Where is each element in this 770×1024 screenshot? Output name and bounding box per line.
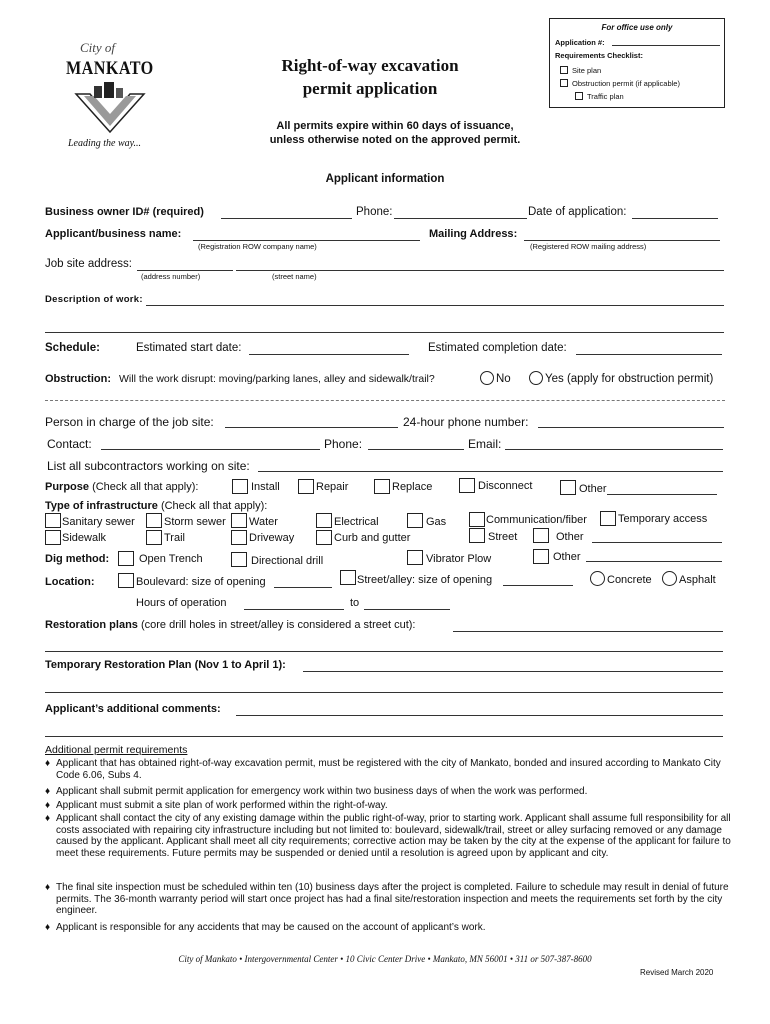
obstruction-label: Obstruction: — [45, 373, 111, 385]
section-title: Applicant information — [325, 173, 445, 185]
dig-other-checkbox[interactable] — [533, 549, 549, 564]
infra-sidewalk-checkbox[interactable] — [45, 530, 61, 545]
purpose-replace-label: Replace — [392, 481, 433, 493]
footer-address: City of Mankato • Intergovernmental Center • 10 Civic Center Drive • Mankato, MN 56001 • 311 or 507-387-8600 — [178, 954, 592, 964]
dig-vibrator-plow-checkbox[interactable] — [407, 550, 423, 565]
mailing-note: (Registered ROW mailing address) — [530, 242, 647, 251]
infra-sanitary-sewer-checkbox[interactable] — [45, 513, 61, 528]
phone-24h-label: 24-hour phone number: — [403, 415, 529, 429]
address-number-field[interactable] — [137, 270, 233, 271]
obstruction-permit-checkbox[interactable] — [560, 79, 568, 87]
dig-directional-drill-checkbox[interactable] — [231, 552, 247, 567]
infra-communication-checkbox[interactable] — [469, 512, 485, 527]
date-of-application-field[interactable] — [632, 218, 718, 219]
infra-gas-checkbox[interactable] — [407, 513, 423, 528]
person-in-charge-label: Person in charge of the job site: — [45, 415, 214, 429]
infra-electrical-checkbox[interactable] — [316, 513, 332, 528]
infra-gas-label: Gas — [426, 516, 447, 528]
description-of-work-field[interactable] — [146, 305, 724, 306]
location-boulevard-label: Boulevard: size of opening — [136, 576, 266, 588]
restoration-plans-field-2[interactable] — [45, 651, 723, 652]
site-plan-checkbox[interactable] — [560, 66, 568, 74]
obstruction-no-label: No — [496, 373, 511, 385]
infra-water-label: Water — [249, 516, 278, 528]
infra-street-label: Street — [488, 531, 518, 543]
estimated-completion-field[interactable] — [576, 354, 722, 355]
contact-field[interactable] — [101, 449, 320, 450]
infra-water-checkbox[interactable] — [231, 513, 247, 528]
hours-from-field[interactable] — [244, 609, 344, 610]
location-boulevard-checkbox[interactable] — [118, 573, 134, 588]
concrete-label: Concrete — [607, 574, 652, 586]
infra-storm-sewer-label: Storm sewer — [164, 516, 226, 528]
requirement-item: ♦ Applicant that has obtained right-of-way excavation permit, must be registered with the city of Mankato, bonded and insured according to Mankato City Code 6.06, Subs 4. — [45, 758, 721, 781]
logo-name: MANKATO — [66, 58, 154, 79]
infra-electrical-label: Electrical — [334, 516, 379, 528]
phone-24h-field[interactable] — [538, 427, 724, 428]
hours-of-operation-label: Hours of operation — [136, 597, 227, 609]
requirements-title: Additional permit requirements — [45, 744, 188, 756]
business-owner-id-label: Business owner ID# (required) — [45, 206, 204, 218]
street-alley-opening-field[interactable] — [503, 585, 573, 586]
subcontractors-label: List all subcontractors working on site: — [47, 459, 250, 473]
schedule-label: Schedule: — [45, 342, 100, 354]
infra-temporary-access-label: Temporary access — [618, 513, 708, 525]
dig-open-trench-label: Open Trench — [139, 553, 203, 565]
obstruction-permit-label: Obstruction permit (if applicable) — [572, 79, 680, 88]
purpose-repair-label: Repair — [316, 481, 349, 493]
street-name-field[interactable] — [236, 270, 724, 271]
dig-open-trench-checkbox[interactable] — [118, 551, 134, 566]
traffic-plan-checkbox[interactable] — [575, 92, 583, 100]
purpose-install-label: Install — [251, 481, 280, 493]
purpose-replace-checkbox[interactable] — [374, 479, 390, 494]
logo-emblem-icon — [74, 82, 146, 134]
infra-driveway-checkbox[interactable] — [231, 530, 247, 545]
office-use-title: For office use only — [601, 23, 673, 32]
infra-street-checkbox[interactable] — [469, 528, 485, 543]
purpose-other-label: Other — [579, 483, 607, 495]
infra-curb-gutter-label: Curb and gutter — [334, 532, 411, 544]
estimated-completion-label: Estimated completion date: — [428, 342, 567, 354]
notice-line2: unless otherwise noted on the approved permit. — [269, 134, 521, 146]
person-in-charge-field[interactable] — [225, 427, 398, 428]
obstruction-no-radio[interactable] — [480, 371, 494, 385]
purpose-other-field[interactable] — [607, 494, 717, 495]
concrete-radio[interactable] — [590, 571, 605, 586]
location-label: Location: — [45, 576, 95, 588]
requirement-item: ♦ Applicant shall submit permit application for emergency work within two business days of when the work was performed. — [45, 786, 588, 797]
address-number-note: (address number) — [141, 272, 201, 281]
requirement-item: ♦ Applicant is responsible for any accidents that may be caused on the account of applicant’s work. — [45, 922, 486, 933]
purpose-install-checkbox[interactable] — [232, 479, 248, 494]
estimated-start-label: Estimated start date: — [136, 342, 242, 354]
temp-restoration-label: Temporary Restoration Plan (Nov 1 to April 1): — [45, 659, 286, 671]
purpose-repair-checkbox[interactable] — [298, 479, 314, 494]
page-title-line1: Right-of-way excavation — [281, 56, 459, 75]
application-number-label: Application #: — [555, 38, 605, 47]
restoration-plans-field[interactable] — [453, 631, 723, 632]
dig-other-field[interactable] — [586, 561, 722, 562]
city-logo — [62, 40, 158, 155]
requirement-item: ♦ The final site inspection must be scheduled within ten (10) business days after the project is completed. Failure to schedule may result in denial of future permits. The 36-month warranty period will start once project has had a final site/restoration inspection and meets the requirements set forth by the city engineer. — [45, 882, 729, 916]
requirement-item: ♦ Applicant shall contact the city of any existing damage within the public right-of-way, prior to starting work. Applicant shall assume full responsibility for all costs associated with repairing city infrastructure including but not limited to: boulevard, sidewalk/trail, street or alley surfacing removed or any damage caused by the applicant. Applicant shall meet all city requirements; corrective action may be taken by the city at the expense of the applicant for failure to meet these requirements. Future permits may be suspended or denied until a resolution is agreed upon by applicant and city. — [45, 813, 731, 859]
logo-city-of: City of — [80, 40, 116, 55]
restoration-plans-label: Restoration plans (core drill holes in street/alley is considered a street cut): — [45, 619, 416, 631]
registration-note: (Registration ROW company name) — [198, 242, 317, 251]
dig-directional-drill-label: Directional drill — [251, 555, 324, 567]
purpose-other-checkbox[interactable] — [560, 480, 576, 495]
requirements-checklist-label: Requirements Checklist: — [555, 51, 643, 60]
site-plan-label: Site plan — [572, 66, 602, 75]
email-field[interactable] — [505, 449, 723, 450]
mailing-address-label: Mailing Address: — [429, 228, 518, 240]
asphalt-radio[interactable] — [662, 571, 677, 586]
subcontractors-field[interactable] — [258, 471, 723, 472]
page-title-line2: permit application — [302, 79, 438, 98]
applicant-name-label: Applicant/business name: — [45, 228, 182, 240]
email-label: Email: — [468, 437, 502, 451]
infra-other-label: Other — [556, 531, 584, 543]
dig-other-label: Other — [553, 551, 581, 563]
contact-phone-label: Phone: — [324, 437, 363, 451]
infra-storm-sewer-checkbox[interactable] — [146, 513, 162, 528]
phone-label: Phone: — [356, 206, 393, 218]
infra-temporary-access-checkbox[interactable] — [600, 511, 616, 526]
infra-communication-label: Communication/fiber — [486, 514, 587, 526]
office-use-box — [549, 18, 725, 108]
infrastructure-label: Type of infrastructure (Check all that apply): — [45, 500, 268, 512]
obstruction-yes-label: Yes (apply for obstruction permit) — [545, 373, 714, 385]
temp-restoration-field-2[interactable] — [45, 692, 723, 693]
street-name-note: (street name) — [272, 272, 317, 281]
requirement-item: ♦ Applicant must submit a site plan of work performed within the right-of-way. — [45, 800, 388, 811]
purpose-disconnect-checkbox[interactable] — [459, 478, 475, 493]
infra-trail-label: Trail — [164, 532, 185, 544]
infra-trail-checkbox[interactable] — [146, 530, 162, 545]
applicant-name-field[interactable] — [193, 240, 420, 241]
infra-sanitary-sewer-label: Sanitary sewer — [62, 516, 135, 528]
hours-to-field[interactable] — [364, 609, 450, 610]
purpose-disconnect-label: Disconnect — [478, 480, 533, 492]
infra-driveway-label: Driveway — [249, 532, 295, 544]
temp-restoration-field[interactable] — [303, 671, 723, 672]
infra-other-field[interactable] — [592, 542, 722, 543]
description-of-work-label: Description of work: — [45, 294, 143, 305]
phone-field[interactable] — [394, 218, 527, 219]
contact-phone-field[interactable] — [368, 449, 464, 450]
obstruction-question: Will the work disrupt: moving/parking lanes, alley and sidewalk/trail? — [119, 373, 435, 385]
infra-curb-gutter-checkbox[interactable] — [316, 530, 332, 545]
traffic-plan-label: Traffic plan — [587, 92, 624, 101]
logo-tagline: Leading the way... — [68, 138, 142, 149]
location-street-alley-checkbox[interactable] — [340, 570, 356, 585]
asphalt-label: Asphalt — [679, 574, 716, 586]
job-site-address-label: Job site address: — [45, 258, 132, 270]
business-owner-id-field[interactable] — [221, 218, 352, 219]
dig-method-label: Dig method: — [45, 553, 110, 565]
revised-date: Revised March 2020 — [640, 968, 714, 977]
purpose-label: Purpose (Check all that apply): — [45, 481, 199, 493]
mailing-address-field[interactable] — [524, 240, 720, 241]
section-divider — [45, 400, 725, 401]
additional-comments-field[interactable] — [236, 715, 723, 716]
location-street-alley-label: Street/alley: size of opening — [357, 574, 493, 586]
contact-label: Contact: — [47, 437, 92, 451]
hours-to-label: to — [350, 597, 360, 609]
additional-comments-label: Applicant’s additional comments: — [45, 703, 221, 715]
date-of-application-label: Date of application: — [528, 206, 627, 218]
infra-sidewalk-label: Sidewalk — [62, 532, 107, 544]
notice-line1: All permits expire within 60 days of issuance, — [276, 120, 514, 132]
description-of-work-field-2[interactable] — [45, 332, 724, 333]
additional-comments-field-2[interactable] — [45, 736, 723, 737]
boulevard-opening-field[interactable] — [274, 587, 332, 588]
obstruction-yes-radio[interactable] — [529, 371, 543, 385]
dig-vibrator-plow-label: Vibrator Plow — [426, 553, 492, 565]
estimated-start-field[interactable] — [249, 354, 409, 355]
infra-other-checkbox[interactable] — [533, 528, 549, 543]
